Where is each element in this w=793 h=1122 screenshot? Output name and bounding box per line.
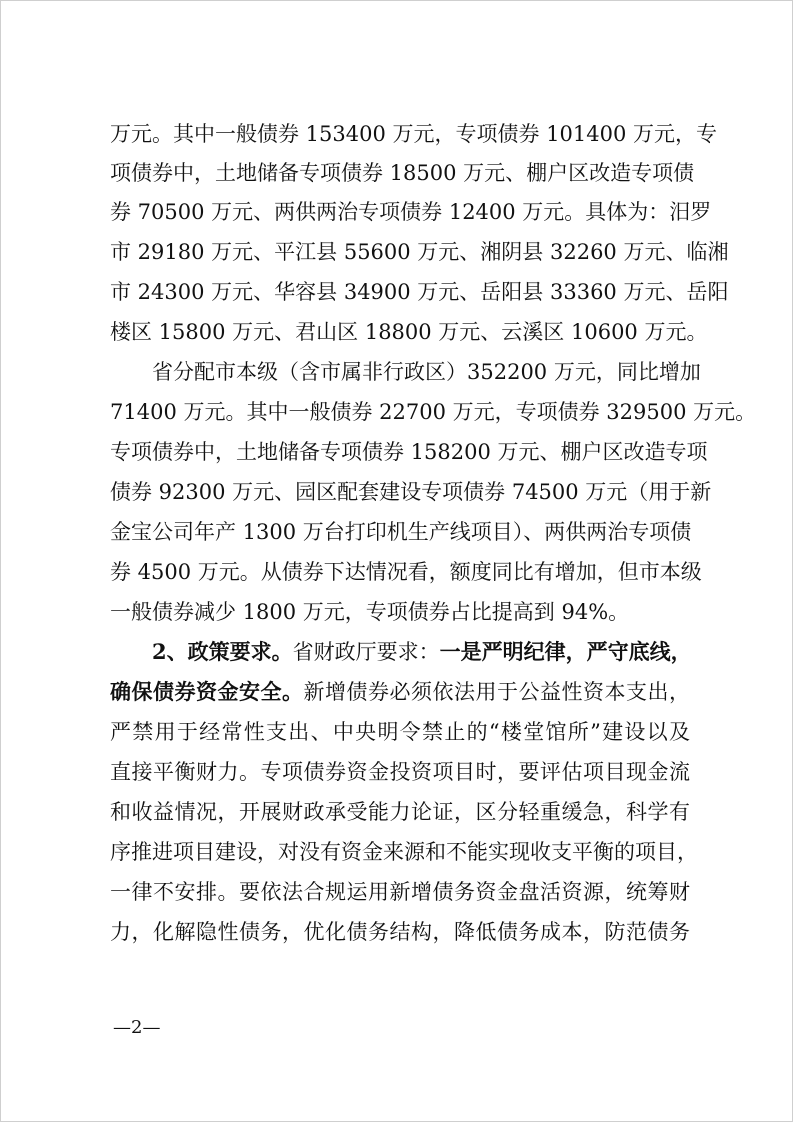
paragraph-line: 券 70500 万元、两供两治专项债券 12400 万元。具体为：汨罗 <box>110 200 712 224</box>
paragraph-line: 万元。其中一般债券 153400 万元，专项债券 101400 万元，专 <box>110 122 718 146</box>
paragraph-line: 市 24300 万元、华容县 34900 万元、岳阳县 33360 万元、岳阳 <box>110 280 729 304</box>
paragraph-line: 专项债券中，土地储备专项债券 158200 万元、棚户区改造专项 <box>110 440 708 464</box>
paragraph-line: 一律不安排。要依法合规运用新增债务资金盘活资源，统筹财 <box>110 880 690 904</box>
page-number: —2— <box>113 1017 161 1038</box>
paragraph-line: 力，化解隐性债务，优化债务结构，降低债务成本，防范债务 <box>110 920 690 944</box>
paragraph-line: 项债券中，土地储备专项债券 18500 万元、棚户区改造专项债 <box>110 161 695 185</box>
paragraph-line: 省分配市本级（含市属非行政区）352200 万元，同比增加 <box>152 360 701 384</box>
paragraph-line: 和收益情况，开展财政承受能力论证，区分轻重缓急，科学有 <box>110 800 690 824</box>
section-heading: 2、政策要求。 <box>152 639 293 664</box>
paragraph-line: 券 4500 万元。从债券下达情况看，额度同比有增加，但市本级 <box>110 560 702 584</box>
paragraph-line: 直接平衡财力。专项债券资金投资项目时，要评估项目现金流 <box>110 760 690 784</box>
paragraph-line: 序推进项目建设，对没有资金来源和不能实现收支平衡的项目， <box>110 840 698 864</box>
paragraph-line: 金宝公司年产 1300 万台打印机生产线项目）、两供两治专项债 <box>110 520 692 544</box>
policy-line-1 <box>152 640 690 664</box>
policy-emphasis: 一是严明纪律，严守底线， <box>439 639 692 664</box>
policy-line-2 <box>110 680 690 704</box>
paragraph-line: 市 29180 万元、平江县 55600 万元、湘阴县 32260 万元、临湘 <box>110 240 729 264</box>
paragraph-line: 严禁用于经常性支出、中央明令禁止的“楼堂馆所”建设以及 <box>110 720 690 744</box>
paragraph-line: 楼区 15800 万元、君山区 18800 万元、云溪区 10600 万元。 <box>110 320 708 344</box>
paragraph-line: 71400 万元。其中一般债券 22700 万元，专项债券 329500 万元。 <box>110 400 757 424</box>
paragraph-line: 一般债券减少 1800 万元，专项债券占比提高到 94%。 <box>110 600 630 624</box>
policy-text: 省财政厅要求： <box>292 640 440 664</box>
paragraph-line: 债券 92300 万元、园区配套建设专项债券 74500 万元（用于新 <box>110 480 712 504</box>
policy-text: 新增债券必须依法用于公益性资本支出， <box>303 680 690 704</box>
policy-emphasis: 确保债券资金安全。 <box>110 679 304 704</box>
